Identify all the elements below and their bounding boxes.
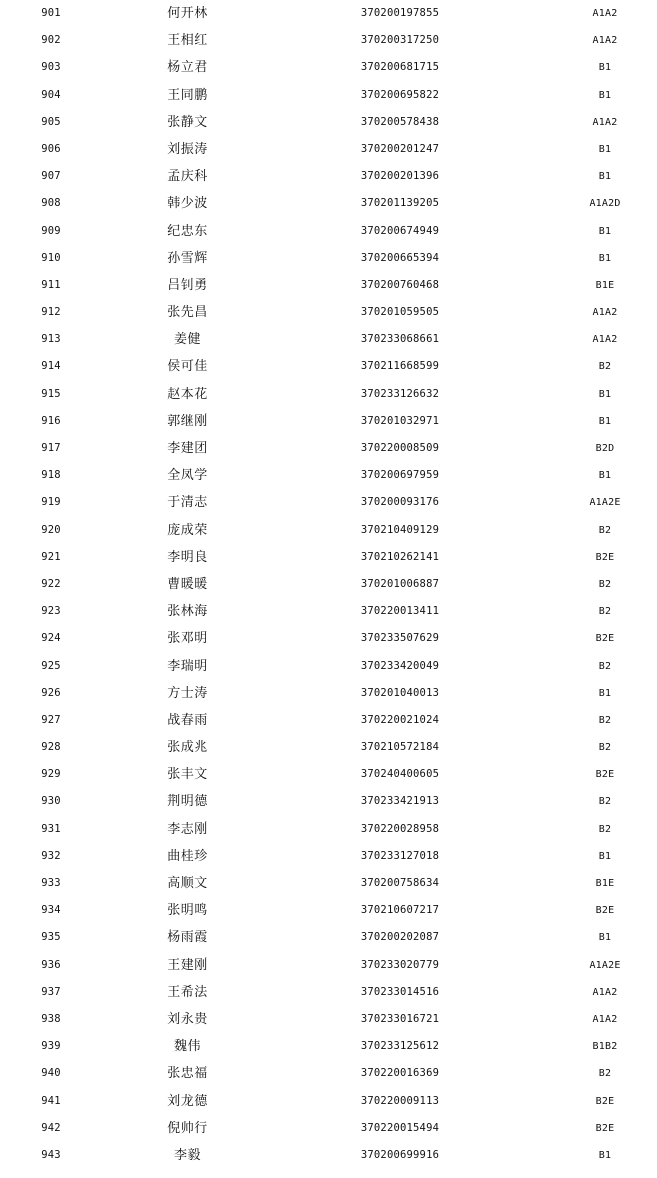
row-number: 904 — [41, 88, 61, 101]
person-name: 吕钊勇 — [167, 277, 208, 293]
record-id: 370233125612 — [360, 1040, 440, 1053]
record-id: 370233507629 — [360, 632, 440, 645]
row-number: 929 — [41, 768, 61, 781]
record-id: 370200760468 — [360, 278, 440, 291]
record-id: 370220009113 — [360, 1094, 440, 1107]
license-class: A1A2 — [592, 35, 618, 47]
person-name: 李建团 — [167, 441, 208, 456]
record-id: 370201006887 — [360, 577, 440, 590]
row-number: 939 — [41, 1040, 61, 1053]
license-class: B1 — [598, 171, 612, 183]
row-number: 921 — [41, 550, 61, 563]
table-row — [0, 82, 657, 109]
record-id: 370233127018 — [360, 849, 440, 862]
license-class: B1 — [598, 1149, 612, 1161]
license-class: B2E — [595, 551, 615, 563]
record-id: 370220021024 — [360, 713, 440, 726]
record-id: 370220008509 — [360, 442, 440, 454]
table-row — [0, 109, 657, 136]
license-class: B2 — [598, 578, 612, 590]
table-row — [0, 1142, 657, 1169]
table-row — [0, 1088, 657, 1115]
row-number: 942 — [41, 1121, 61, 1134]
record-id: 370211668599 — [360, 360, 440, 373]
license-class: B1 — [598, 89, 612, 101]
license-class: B2E — [595, 1095, 615, 1107]
record-id: 370233014516 — [360, 985, 440, 998]
license-class: B1E — [595, 878, 615, 889]
table-row — [0, 544, 657, 571]
person-name: 张静文 — [167, 114, 208, 130]
record-id: 370220013411 — [360, 605, 440, 618]
row-number: 909 — [41, 224, 61, 237]
record-id: 370200578438 — [360, 115, 440, 128]
row-number: 932 — [41, 849, 61, 862]
person-name: 李瑞明 — [167, 658, 208, 674]
record-id: 370233421913 — [360, 795, 440, 808]
row-number: 914 — [41, 360, 61, 373]
table-row — [0, 870, 657, 897]
table-row — [0, 952, 657, 979]
person-name: 郭继刚 — [167, 413, 208, 429]
table-row — [0, 190, 657, 217]
person-name: 荆明德 — [167, 794, 208, 810]
row-number: 905 — [41, 115, 61, 128]
license-class: B1 — [598, 470, 612, 482]
row-number: 927 — [41, 713, 61, 726]
row-number: 923 — [41, 605, 61, 618]
person-name: 李志刚 — [167, 821, 208, 837]
row-number: 902 — [41, 34, 61, 47]
record-id: 370200699916 — [360, 1148, 440, 1161]
row-number: 908 — [41, 197, 61, 210]
record-id: 370201040013 — [360, 686, 440, 699]
record-id: 370200695822 — [360, 88, 440, 101]
license-class: B1 — [598, 850, 612, 862]
row-number: 903 — [41, 61, 61, 74]
row-number: 910 — [41, 251, 61, 264]
row-number: 906 — [41, 142, 61, 155]
table-row — [0, 653, 657, 680]
license-class: A1A2 — [592, 116, 618, 128]
table-row — [0, 0, 657, 27]
table-row — [0, 27, 657, 54]
record-id: 370233126632 — [360, 387, 440, 400]
table-row — [0, 136, 657, 163]
license-class: B2 — [598, 606, 612, 618]
row-number: 911 — [41, 278, 61, 291]
record-id: 370210572184 — [360, 741, 440, 754]
person-name: 刘永贵 — [167, 1011, 208, 1027]
record-id: 370220015494 — [360, 1121, 440, 1134]
person-name: 王相红 — [167, 33, 208, 49]
person-name: 张先昌 — [167, 305, 208, 321]
record-id: 370200202087 — [360, 931, 440, 944]
person-name: 张林海 — [167, 604, 208, 620]
row-number: 930 — [41, 795, 61, 808]
person-name: 张忠福 — [167, 1066, 208, 1082]
row-number: 933 — [41, 877, 61, 889]
license-class: B2 — [598, 1068, 612, 1080]
table-row — [0, 299, 657, 326]
record-id: 370210607217 — [360, 904, 440, 917]
table-row — [0, 571, 657, 598]
person-name: 刘振涛 — [167, 141, 208, 157]
record-id: 370200681715 — [360, 61, 440, 74]
license-class: A1A2E — [589, 497, 621, 509]
record-id: 370200201247 — [360, 142, 440, 155]
person-name: 何开林 — [167, 6, 208, 21]
license-class: B2 — [598, 524, 612, 536]
person-name: 战春雨 — [167, 712, 208, 728]
table-row — [0, 326, 657, 353]
row-number: 924 — [41, 632, 61, 645]
license-class: B1 — [598, 252, 612, 264]
row-number: 917 — [41, 442, 61, 454]
row-number: 937 — [41, 985, 61, 998]
license-class: B2 — [598, 714, 612, 726]
table-row — [0, 816, 657, 843]
license-class: B1 — [598, 388, 612, 400]
row-number: 913 — [41, 333, 61, 346]
table-row — [0, 897, 657, 924]
row-number: 931 — [41, 822, 61, 835]
table-row — [0, 598, 657, 625]
row-number: 938 — [41, 1012, 61, 1025]
person-name: 曹暖暖 — [167, 576, 208, 592]
table-row — [0, 489, 657, 516]
license-class: B1 — [598, 225, 612, 237]
record-id: 370210262141 — [360, 550, 440, 563]
row-number: 941 — [41, 1094, 61, 1107]
license-class: A1A2 — [592, 8, 618, 19]
row-number: 922 — [41, 577, 61, 590]
person-name: 魏伟 — [173, 1039, 201, 1055]
row-number: 920 — [41, 523, 61, 536]
row-number: 936 — [41, 958, 61, 971]
record-id: 370201139205 — [360, 197, 440, 210]
row-number: 935 — [41, 931, 61, 944]
person-name: 姜健 — [173, 332, 201, 348]
person-name: 杨雨霞 — [167, 930, 208, 946]
record-id: 370201032971 — [360, 414, 440, 427]
table-row — [0, 245, 657, 272]
record-id: 370233020779 — [360, 958, 440, 971]
row-number: 926 — [41, 686, 61, 699]
license-class: B1B2 — [592, 1041, 618, 1053]
person-name: 李毅 — [173, 1147, 201, 1163]
person-name: 张明鸣 — [167, 903, 208, 919]
row-number: 901 — [41, 7, 61, 19]
record-id: 370220028958 — [360, 822, 440, 835]
table-row — [0, 462, 657, 489]
table-row — [0, 381, 657, 408]
row-number: 943 — [41, 1148, 61, 1161]
person-name: 全凤学 — [167, 468, 208, 484]
person-name: 韩少波 — [167, 196, 208, 212]
record-id: 370220016369 — [360, 1067, 440, 1080]
table-row — [0, 1033, 657, 1060]
license-class: B2E — [595, 769, 615, 781]
record-id: 370233016721 — [360, 1012, 440, 1025]
license-class: A1A2 — [592, 986, 618, 998]
table-row — [0, 1060, 657, 1087]
table-row — [0, 625, 657, 652]
license-class: B2 — [598, 660, 612, 672]
record-id: 370233420049 — [360, 659, 440, 672]
license-class: B2E — [595, 905, 615, 917]
table-row — [0, 680, 657, 707]
person-name: 张邓明 — [167, 631, 208, 647]
license-class: A1A2D — [589, 198, 621, 210]
license-class: B2 — [598, 361, 612, 373]
person-name: 孟庆科 — [167, 169, 208, 185]
table-row — [0, 761, 657, 788]
license-class: B2 — [598, 796, 612, 808]
record-id: 370233068661 — [360, 333, 440, 346]
license-class: A1A2 — [592, 1013, 618, 1025]
row-number: 916 — [41, 414, 61, 427]
person-name: 曲桂珍 — [167, 848, 208, 864]
person-name: 李明良 — [167, 549, 208, 565]
record-id: 370200317250 — [360, 34, 440, 47]
table-row — [0, 924, 657, 951]
table-row — [0, 707, 657, 734]
row-number: 912 — [41, 306, 61, 319]
record-id: 370200197855 — [360, 7, 440, 19]
table-row — [0, 979, 657, 1006]
table-row — [0, 435, 657, 462]
row-number: 940 — [41, 1067, 61, 1080]
license-class: B2 — [598, 823, 612, 835]
person-name: 赵本花 — [167, 386, 208, 402]
person-name: 杨立君 — [167, 60, 208, 76]
person-name: 侯可佳 — [167, 359, 208, 375]
license-class: A1A2 — [592, 334, 618, 346]
person-name: 倪帅行 — [167, 1120, 208, 1136]
person-name: 王建刚 — [167, 957, 208, 973]
license-class: B2E — [595, 1122, 615, 1134]
table-row — [0, 408, 657, 435]
license-class: B1 — [598, 932, 612, 944]
row-number: 907 — [41, 170, 61, 183]
row-number: 915 — [41, 387, 61, 400]
record-id: 370200201396 — [360, 170, 440, 183]
record-id: 370200674949 — [360, 224, 440, 237]
license-class: B2 — [598, 742, 612, 754]
record-id: 370200758634 — [360, 877, 440, 889]
person-name: 张丰文 — [167, 767, 208, 783]
table-row — [0, 353, 657, 380]
record-id: 370201059505 — [360, 306, 440, 319]
table-row — [0, 734, 657, 761]
license-class: A1A2E — [589, 959, 621, 971]
license-class: B2D — [595, 443, 615, 454]
row-number: 934 — [41, 904, 61, 917]
person-name: 于清志 — [167, 495, 208, 511]
person-name: 孙雪辉 — [167, 250, 208, 266]
table-row — [0, 272, 657, 299]
table-row — [0, 843, 657, 870]
record-id: 370200697959 — [360, 469, 440, 482]
person-name: 高顺文 — [167, 876, 208, 891]
row-number: 918 — [41, 469, 61, 482]
row-number: 925 — [41, 659, 61, 672]
license-class: B1 — [598, 143, 612, 155]
person-name: 纪忠东 — [167, 223, 208, 239]
table-row — [0, 1006, 657, 1033]
license-class: B1 — [598, 415, 612, 427]
license-class: B2E — [595, 633, 615, 645]
license-class: B1 — [598, 687, 612, 699]
person-name: 张成兆 — [167, 740, 208, 756]
table-row — [0, 788, 657, 815]
row-number: 919 — [41, 496, 61, 509]
table-row — [0, 218, 657, 245]
record-id: 370200665394 — [360, 251, 440, 264]
row-number: 928 — [41, 741, 61, 754]
record-id: 370240400605 — [360, 768, 440, 781]
table-row — [0, 1115, 657, 1142]
license-class: A1A2 — [592, 307, 618, 319]
person-name: 王同鹏 — [167, 87, 208, 103]
table-row — [0, 163, 657, 190]
record-id: 370200093176 — [360, 496, 440, 509]
person-name: 王希法 — [167, 984, 208, 1000]
license-class: B1E — [595, 279, 615, 291]
person-name: 庞成荣 — [167, 522, 208, 538]
table-row — [0, 517, 657, 544]
person-name: 方士涛 — [167, 685, 208, 701]
record-id: 370210409129 — [360, 523, 440, 536]
person-name: 刘龙德 — [167, 1093, 208, 1109]
license-class: B1 — [598, 62, 612, 74]
table-row — [0, 54, 657, 81]
